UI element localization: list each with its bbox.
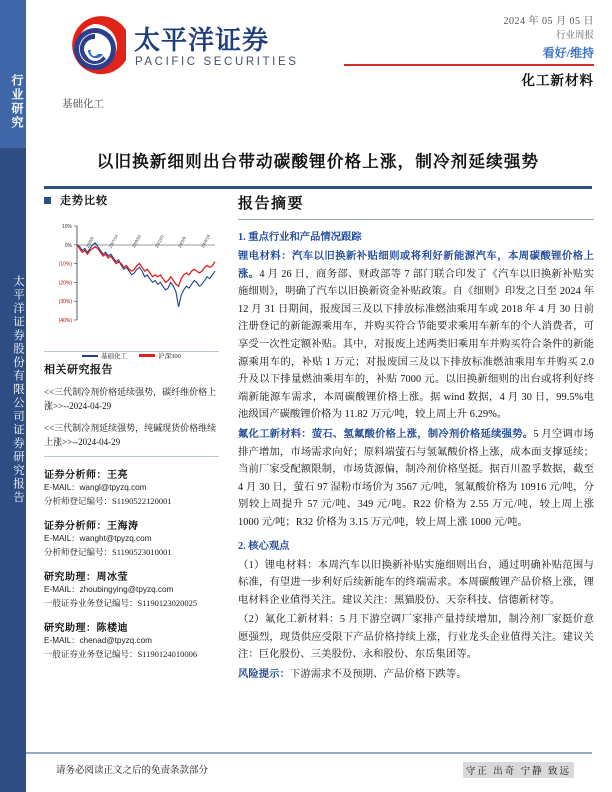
- analyst-license: 一般证券业务登记编号：S1190124010006: [44, 648, 198, 659]
- section-1-heading: 1. 重点行业和产品情况跟踪: [238, 232, 362, 243]
- legend-label-1: 沪深300: [158, 353, 181, 360]
- sidebar-industry-label: 行业研究: [10, 74, 24, 130]
- legend-swatch-1: [139, 354, 155, 356]
- chart-y-axis-labels: [59, 224, 77, 324]
- header-meta: [344, 14, 594, 89]
- report-header: [26, 0, 612, 140]
- risk-warning-body: 下游需求不及预期、产品价格下跌等。: [289, 669, 467, 681]
- analyst-license: 分析师登记编号：S1190522120001: [44, 495, 172, 506]
- analyst-entry: [44, 517, 219, 559]
- analyst-email[interactable]: E-MAIL：chenad@tpyzq.com: [44, 636, 152, 645]
- abstract-title: 报告摘要: [238, 196, 305, 212]
- svg-text:10%: 10%: [61, 224, 72, 230]
- svg-text:23/5/5: 23/5/5: [84, 235, 95, 249]
- svg-text:23/7/14: 23/7/14: [107, 233, 119, 249]
- chart-section-header: [44, 192, 219, 208]
- footer-slogan: 守正 出奇 宁静 致远: [463, 762, 574, 778]
- analyst-entry: [44, 466, 219, 508]
- svg-text:24/4/19: 24/4/19: [199, 233, 211, 249]
- analyst-name: 研究助理：周冰莹: [44, 572, 128, 583]
- brand-logo: [62, 14, 312, 90]
- paragraph-fluorine-lead: 氟化工新材料：萤石、氢氟酸价格上涨，制冷剂价格延续强势。: [238, 428, 534, 440]
- legend-label-0: 基础化工: [101, 353, 128, 360]
- section-2-heading: 2. 核心观点: [238, 540, 290, 552]
- legend-item-0: [82, 351, 127, 360]
- svg-text:23/9/22: 23/9/22: [130, 233, 142, 249]
- chart-line-series-0: [77, 243, 215, 307]
- header-divider: [344, 64, 594, 66]
- core-view-2: （2）氟化工新材料：5 月下游空调厂家排产量持续增加，制冷剂厂家挺价意愿强烈，现货供应受限下产品价格持续上涨，行业龙头企业值得关注。建议关注：巨化股份、三美股份、永和股份、东岳集团等。: [238, 614, 594, 661]
- sub-industry-label: 基础化工: [62, 99, 104, 110]
- analyst-entry: [44, 568, 219, 610]
- paragraph-lithium-lead: 锂电材料：汽车以旧换新补贴细则或将利好新能源汽车，本周碳酸锂价格上涨。: [238, 251, 594, 280]
- analyst-email[interactable]: E-MAIL：wangl@tpyzq.com: [44, 483, 147, 492]
- svg-text:(30%): (30%): [58, 299, 72, 306]
- risk-warning: [238, 666, 594, 684]
- page-title: 以旧换新细则出台带动碳酸锂价格上涨，制冷剂延续强势: [96, 152, 540, 171]
- svg-text:24/2/9: 24/2/9: [176, 235, 187, 249]
- analyst-email[interactable]: E-MAIL：zhoubingying@tpyzq.com: [44, 585, 174, 594]
- analyst-name: 证券分析师：王亮: [44, 470, 128, 481]
- svg-text:(40%): (40%): [58, 318, 72, 324]
- paragraph-lithium: [238, 248, 594, 424]
- bullet-square-icon: [44, 197, 51, 204]
- sector-name: 化工新材料: [521, 73, 594, 88]
- analyst-name: 研究助理：陈楼迪: [44, 623, 128, 634]
- right-column: [238, 192, 594, 686]
- svg-text:(10%): (10%): [58, 261, 72, 268]
- footer-disclaimer: 请务必阅读正文之后的免责条款部分: [56, 766, 209, 776]
- analyst-license: 一般证券业务登记编号：S1190123020025: [44, 597, 198, 608]
- svg-text:(20%): (20%): [58, 280, 72, 287]
- trend-comparison-chart: [44, 216, 219, 360]
- paragraph-fluorine: [238, 426, 594, 532]
- footer-divider: [26, 752, 592, 754]
- chart-x-axis-labels: [85, 233, 211, 248]
- report-date: 2024 年 05 月 05 日: [503, 16, 594, 27]
- related-report-item[interactable]: <<三代制冷剂价格延续强势，碳纤维价格上涨>>--2024-04-29: [44, 387, 217, 411]
- chart-legend: [44, 351, 219, 360]
- title-divider: [44, 186, 592, 189]
- left-column: [44, 192, 219, 661]
- sidebar-company-label: 太平洋证券股份有限公司证券研究报告: [12, 275, 24, 505]
- analyst-name: 证券分析师：王海涛: [44, 521, 139, 532]
- abstract-divider: [238, 219, 594, 220]
- paragraph-fluorine-body: 5 月空调市场排产增加，市场需求向好；原料端萤石与氢氟酸价格上涨，成本面支撑延续；当前厂家受配额限制，市场货源偏，制冷剂价格坚挺。据百川盈孚数据，截至 4 月 30 日，萤石 97 湿粉市场价为 3567 元/吨，氢氟酸价格为 10916 元/吨，分别较上周提升 57 元/吨、349 元/吨。R22 价格为 2.55 万元/吨，较上周上涨 1000 元/吨；R32 价格为 3.15 万元/吨，较上周上涨 1000 元/吨。: [238, 428, 594, 528]
- brand-name-en: PACIFIC SECURITIES: [135, 56, 299, 68]
- brand-name-cn: 太平洋证券: [134, 25, 270, 55]
- related-report-item[interactable]: <<三代制冷剂延续强势，纯碱现货价格维续上涨>>--2024-04-29: [44, 423, 217, 447]
- svg-text:0%: 0%: [64, 242, 72, 249]
- paragraph-lithium-body: 4 月 26 日，商务部、财政部等 7 部门联合印发了《汽车以旧换新补贴实施细则》，明确了汽车以旧换新资金补贴政策。自《细则》印发之日至 2024 年 12 月 31 日期间，报废国三及以下排放标准燃油乘用车或 2018 年 4 月 30 日前注册登记的新能源乘用车，并购买符合节能要求乘用车新车的个人消费者，可享受一次性定额补贴。其中，对报废上述两类旧乘用车并购买符合条件的新能源乘用车的，补贴 1 万元；对报废国三及以下排放标准燃油乘用车并购买 2.0 升及以下排量燃油乘用车的，补贴 7000 元。以旧换新细则的出台或将利好终端新能源车需求，本周碳酸锂价格上涨。据 wind 数据，4 月 30 日，99.5%电池级国产碳酸锂价格为 11.82 万元/吨，较上周上升 6.29%。: [238, 268, 594, 421]
- chart-svg: [44, 216, 219, 344]
- related-reports-header: 相关研究报告: [44, 364, 113, 376]
- analyst-license: 分析师登记编号：S1190523010001: [44, 546, 172, 557]
- analyst-email[interactable]: E-MAIL：wanght@tpyzq.com: [44, 534, 152, 543]
- chart-section-label: 走势比较: [60, 195, 108, 207]
- risk-warning-lead: 风险提示：: [238, 669, 290, 681]
- svg-text:23/12/1: 23/12/1: [153, 233, 165, 249]
- legend-item-1: [139, 351, 181, 360]
- left-divider-2: [44, 456, 219, 457]
- analyst-entry: [44, 619, 219, 661]
- core-view-1: （1）锂电材料：本周汽车以旧换新补贴实施细则出台，通过明确补贴范围与标准，有望进一步利好后续新能车的终端需求。本周碳酸锂产品价格上涨，锂电材料企业值得关注。建议关注：黑猫股份、天奈科技、信德新材等。: [238, 559, 594, 606]
- chart-axes: [77, 226, 215, 320]
- report-type: 行业周报: [555, 31, 594, 41]
- legend-swatch-0: [82, 355, 98, 357]
- rating-badge: 看好/维持: [542, 46, 594, 60]
- pacific-spiral-logo-icon: [62, 14, 126, 82]
